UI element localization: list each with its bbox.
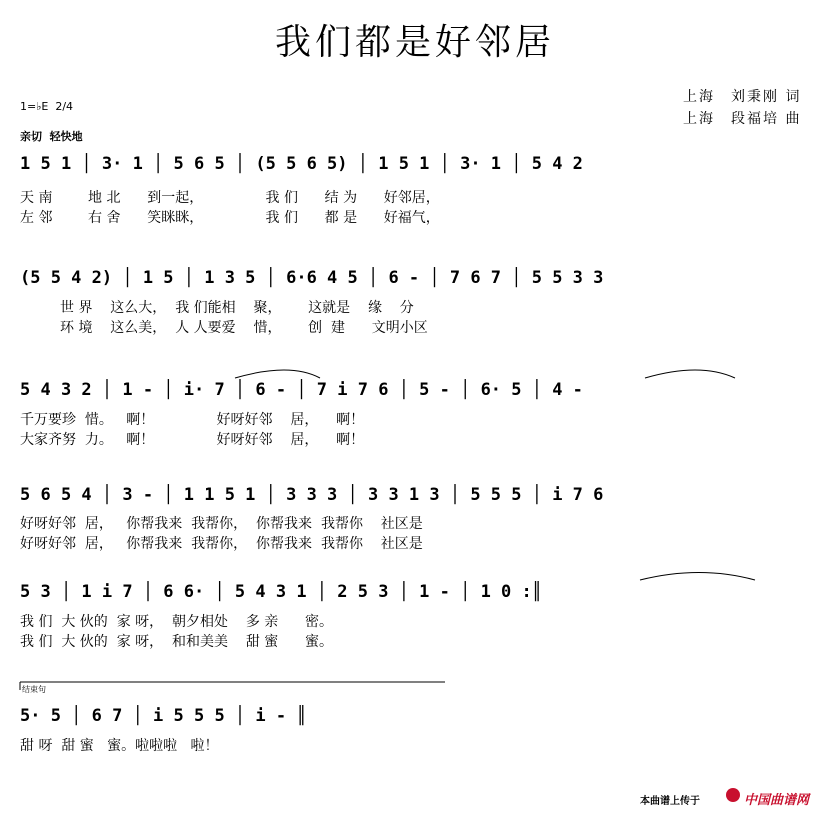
- lyrics-5-verse-1: 我 们 大 伙的 家 呀， 朝夕相处 多 亲 密。: [20, 614, 334, 630]
- site-brand: 中国曲谱网: [744, 793, 810, 808]
- lyrics-3-verse-1: 千万要珍 惜。 啊！ 好呀好邻 居， 啊！: [20, 412, 365, 428]
- notation-row-5: 5 3 │ 1 i 7 │ 6 6· │ 5 4 3 1 │ 2 5 3 │ 1 - │ 1 0 :║: [20, 582, 542, 602]
- lyricist-credit: 上海 刘秉刚 词: [683, 89, 802, 105]
- key-signature: 1=♭E 2/4: [20, 100, 74, 113]
- notation-row-4: 5 6 5 4 │ 3 - │ 1 1 5 1 │ 3 3 3 │ 3 3 1 3 │ 5 5 5 │ i 7 6: [20, 485, 604, 505]
- lyrics-2-verse-2: 环 境 这么美， 人 人要爱 惜， 创 建 文明小区: [20, 320, 428, 336]
- slur-1: [235, 370, 320, 378]
- composer-credit: 上海 段福培 曲: [683, 111, 802, 127]
- lyrics-5-verse-2: 我 们 大 伙的 家 呀， 和和美美 甜 蜜 蜜。: [20, 634, 334, 650]
- notation-row-1: 1 5 1 │ 3· 1 │ 5 6 5 │ (5 5 6 5) │ 1 5 1 │ 3· 1 │ 5 4 2: [20, 154, 583, 174]
- tempo-marking: 亲切 轻快地: [20, 130, 83, 143]
- ending-bracket: [20, 682, 445, 690]
- lyrics-4-verse-2: 好呀好邻 居， 你帮我来 我帮你， 你帮我来 我帮你 社区是: [20, 536, 423, 552]
- lyrics-1-verse-2: 左 邻 右 舍 笑眯眯， 我 们 都 是 好福气，: [20, 210, 440, 226]
- slur-3: [640, 573, 755, 581]
- notation-row-3: 5 4 3 2 │ 1 - │ i· 7 │ 6 - │ 7 i 7 6 │ 5 - │ 6· 5 │ 4 -: [20, 380, 583, 400]
- lyrics-2-verse-1: 世 界 这么大， 我 们能相 聚， 这就是 缘 分: [20, 300, 414, 316]
- notation-row-6: 5· 5 │ 6 7 │ i 5 5 5 │ i - ║: [20, 706, 307, 726]
- score-title: 我们都是好邻居: [274, 22, 555, 63]
- upload-text: 本曲谱上传于: [640, 796, 700, 807]
- lyrics-1-verse-1: 天 南 地 北 到一起， 我 们 结 为 好邻居，: [20, 190, 440, 206]
- ending-label: 结束句: [22, 685, 46, 694]
- lyrics-6: 甜 呀 甜 蜜 蜜。啦啦啦 啦！: [20, 738, 219, 754]
- notation-row-2: (5 5 4 2) │ 1 5 │ 1 3 5 │ 6·6 4 5 │ 6 - │ 7 6 7 │ 5 5 3 3: [20, 268, 604, 288]
- slur-2: [645, 370, 735, 378]
- lyrics-4-verse-1: 好呀好邻 居， 你帮我来 我帮你， 你帮我来 我帮你 社区是: [20, 516, 423, 532]
- site-logo-icon: [726, 788, 740, 802]
- lyrics-3-verse-2: 大家齐努 力。 啊！ 好呀好邻 居， 啊！: [20, 432, 365, 448]
